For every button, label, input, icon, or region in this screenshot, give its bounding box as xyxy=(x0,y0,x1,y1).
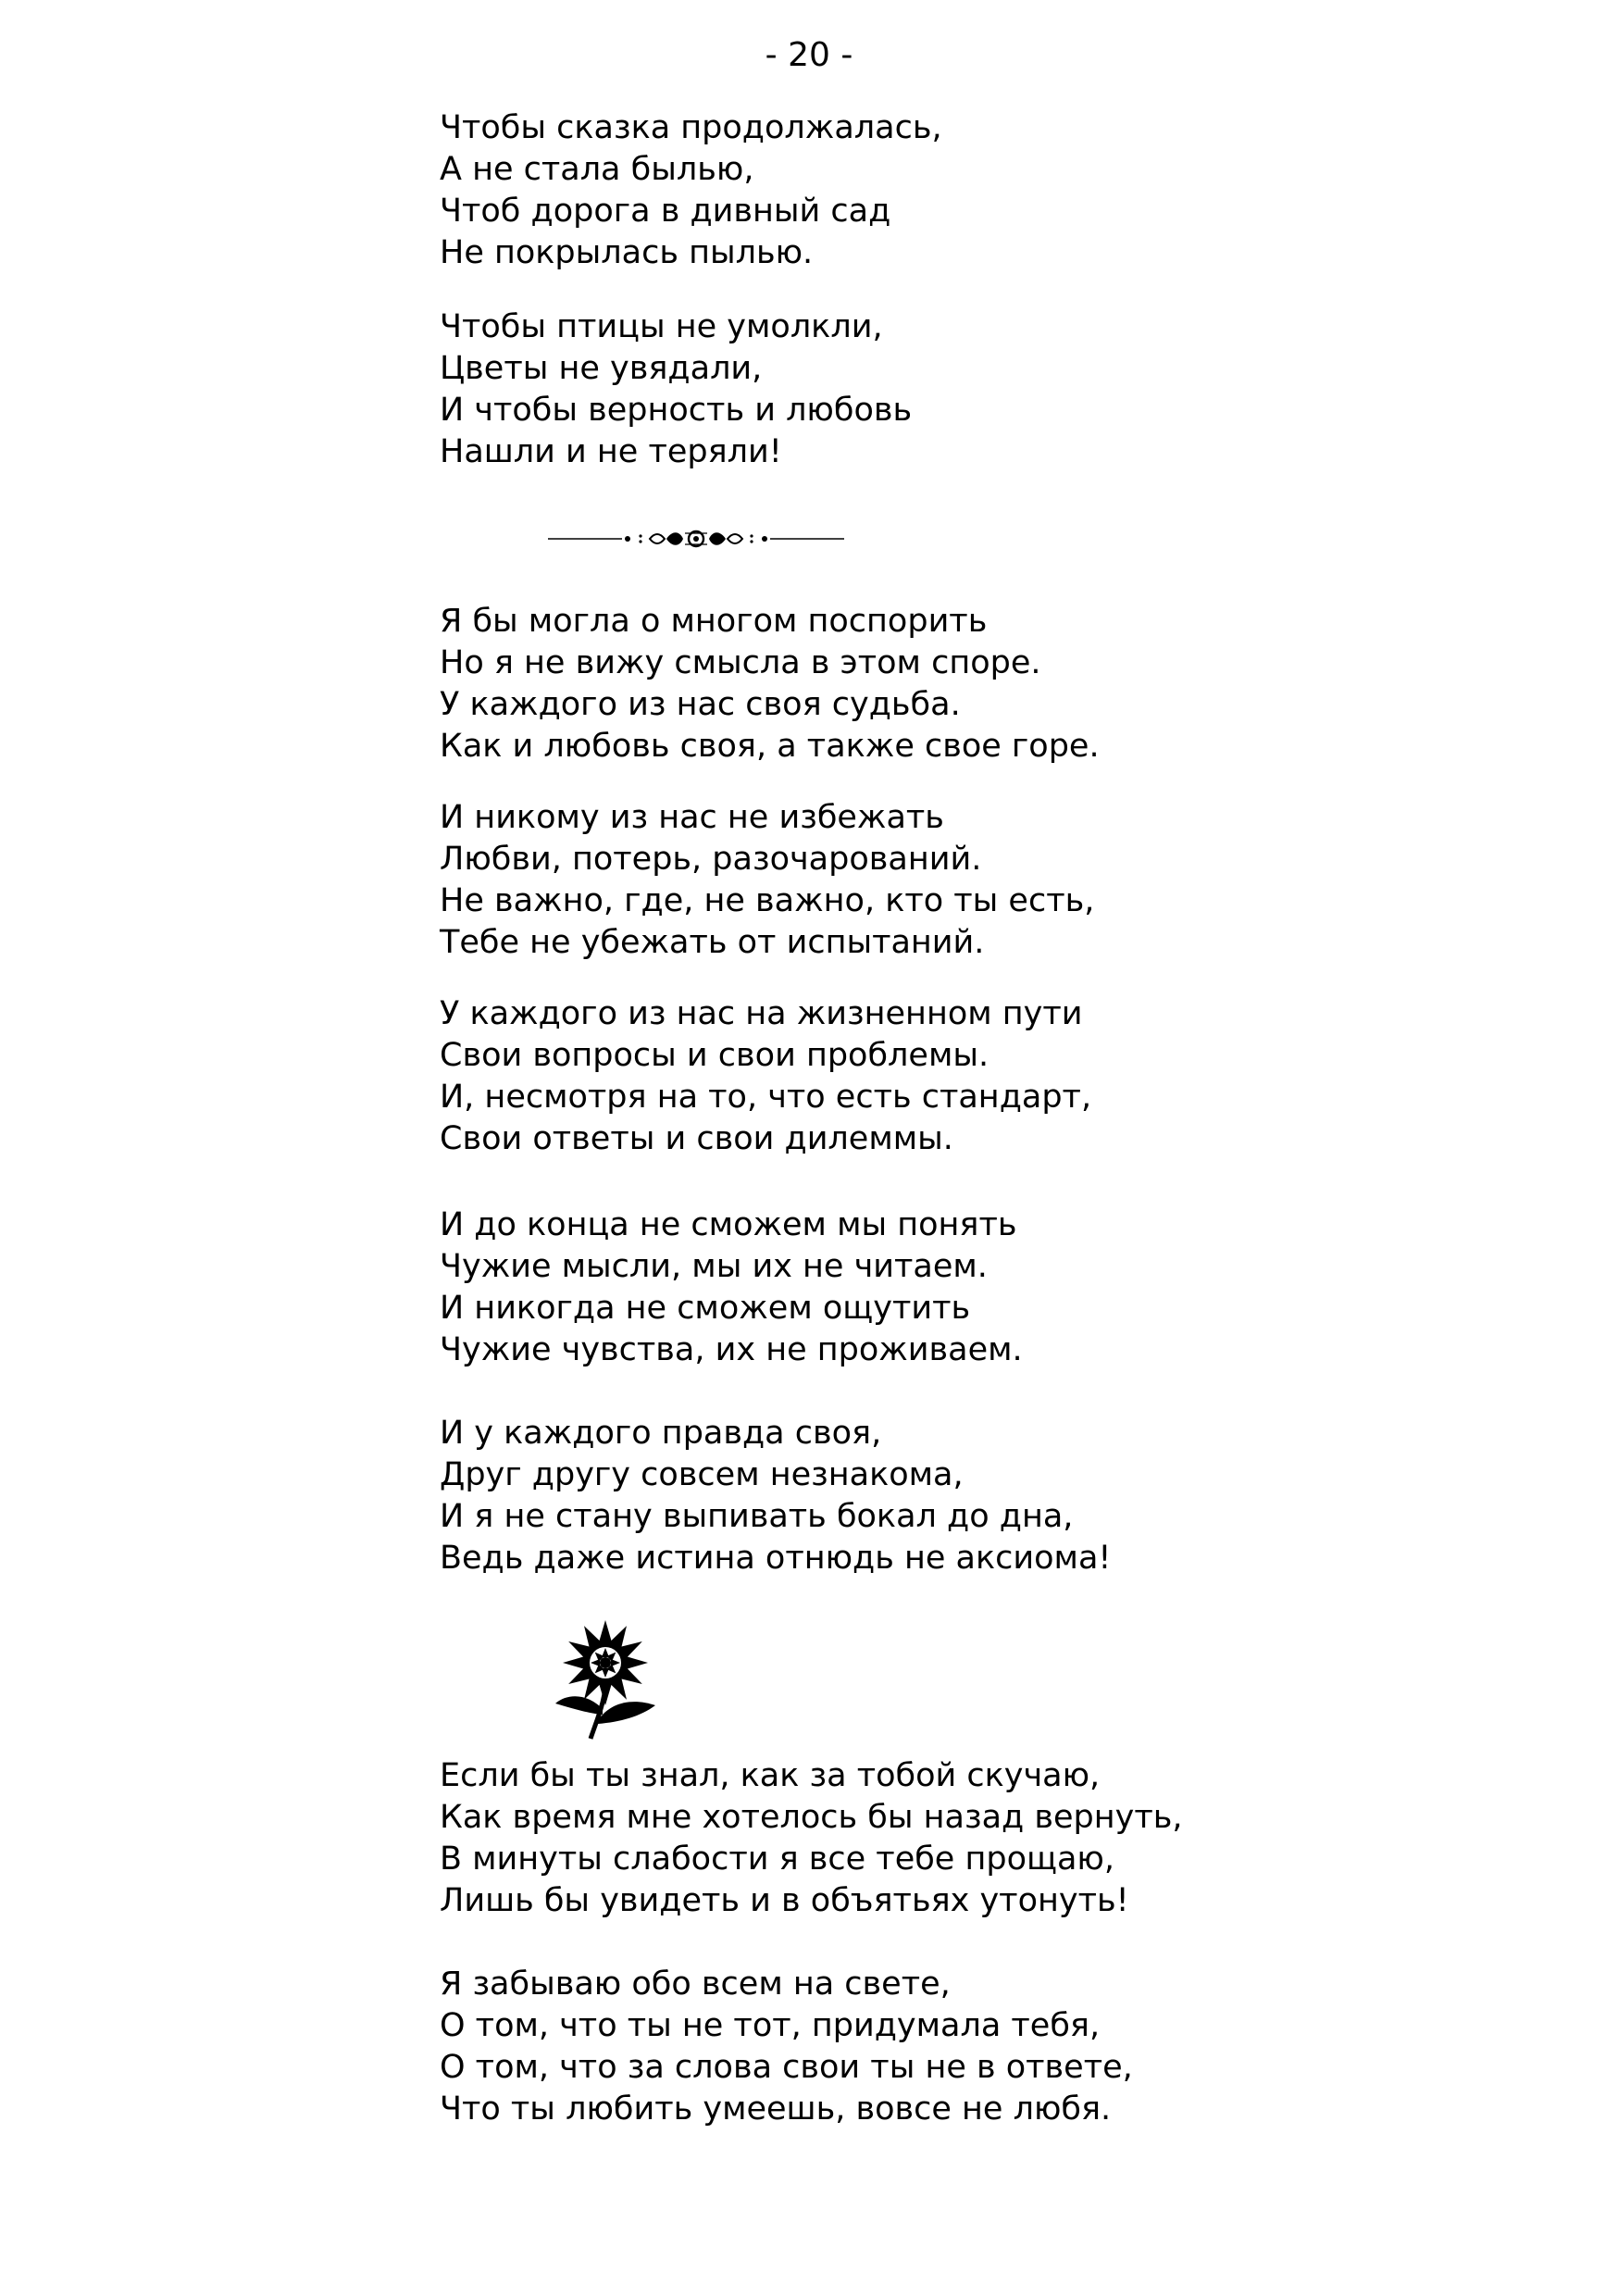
poem-line: Тебе не убежать от испытаний. xyxy=(440,924,985,961)
stanza-3 xyxy=(440,601,1504,767)
poem-line: Чтоб дорога в дивный сад xyxy=(440,193,891,230)
poem-line: Как и любовь своя, а также свое горе. xyxy=(440,728,1100,765)
stanza-8 xyxy=(440,1755,1504,1922)
poem-line: О том, что ты не тот, придумала тебя, xyxy=(440,2007,1101,2044)
poem-line: Если бы ты знал, как за тобой скучаю, xyxy=(440,1757,1101,1794)
poem-line: И никогда не сможем ощутить xyxy=(440,1290,971,1327)
poem-line: И никому из нас не избежать xyxy=(440,799,944,836)
poem-line: У каждого из нас своя судьба. xyxy=(440,686,961,723)
flower-icon xyxy=(550,1616,661,1742)
poem-line: Нашли и не теряли! xyxy=(440,433,782,470)
poem-line: Свои ответы и свои дилеммы. xyxy=(440,1120,953,1157)
stanza-5 xyxy=(440,993,1504,1160)
poem-line: Я бы могла о многом поспорить xyxy=(440,603,988,640)
stanza-1 xyxy=(440,107,1504,274)
poem-line: Свои вопросы и свои проблемы. xyxy=(440,1037,989,1074)
poem-line: А не стала былью, xyxy=(440,151,754,188)
poem-line: Цветы не увядали, xyxy=(440,350,763,387)
stanza-2 xyxy=(440,306,1504,473)
poem-line: Как время мне хотелось бы назад вернуть, xyxy=(440,1799,1183,1836)
poem-line: Не покрылась пылью. xyxy=(440,234,814,271)
poem-line: Я забываю обо всем на свете, xyxy=(440,1965,951,2003)
poem-line: Чужие чувства, их не проживаем. xyxy=(440,1331,1023,1368)
poem-line: У каждого из нас на жизненном пути xyxy=(440,995,1083,1032)
poem-line: Чтобы сказка продолжалась, xyxy=(440,109,942,146)
poem-line: Чтобы птицы не умолкли, xyxy=(440,308,883,345)
poem-line: Но я не вижу смысла в этом споре. xyxy=(440,644,1041,681)
poem-line: Любви, потерь, разочарований. xyxy=(440,841,982,878)
poem-line: Что ты любить умеешь, вовсе не любя. xyxy=(440,2090,1112,2128)
poem-line: О том, что за слова свои ты не в ответе, xyxy=(440,2049,1133,2086)
stanza-4 xyxy=(440,797,1504,964)
poem-line: И я не стану выпивать бокал до дна, xyxy=(440,1498,1074,1535)
poem-line: Чужие мысли, мы их не читаем. xyxy=(440,1248,988,1285)
stanza-7 xyxy=(440,1413,1504,1579)
poem-line: И у каждого правда своя, xyxy=(440,1415,882,1452)
poem-line: И до конца не сможем мы понять xyxy=(440,1206,1017,1243)
poem-line: Ведь даже истина отнюдь не аксиома! xyxy=(440,1540,1112,1577)
poem-line: Лишь бы увидеть и в объятьях утонуть! xyxy=(440,1882,1129,1919)
ornamental-divider-icon xyxy=(548,525,844,553)
poem-line: И чтобы верность и любовь xyxy=(440,392,913,429)
poem-line: И, несмотря на то, что есть стандарт, xyxy=(440,1079,1092,1116)
stanza-6 xyxy=(440,1204,1504,1371)
poem-line: Друг другу совсем незнакома, xyxy=(440,1456,964,1493)
poem-line: Не важно, где, не важно, кто ты есть, xyxy=(440,882,1095,919)
poem-line: В минуты слабости я все тебе прощаю, xyxy=(440,1841,1114,1878)
stanza-9 xyxy=(440,1964,1504,2130)
page-number: - 20 - xyxy=(765,36,853,74)
